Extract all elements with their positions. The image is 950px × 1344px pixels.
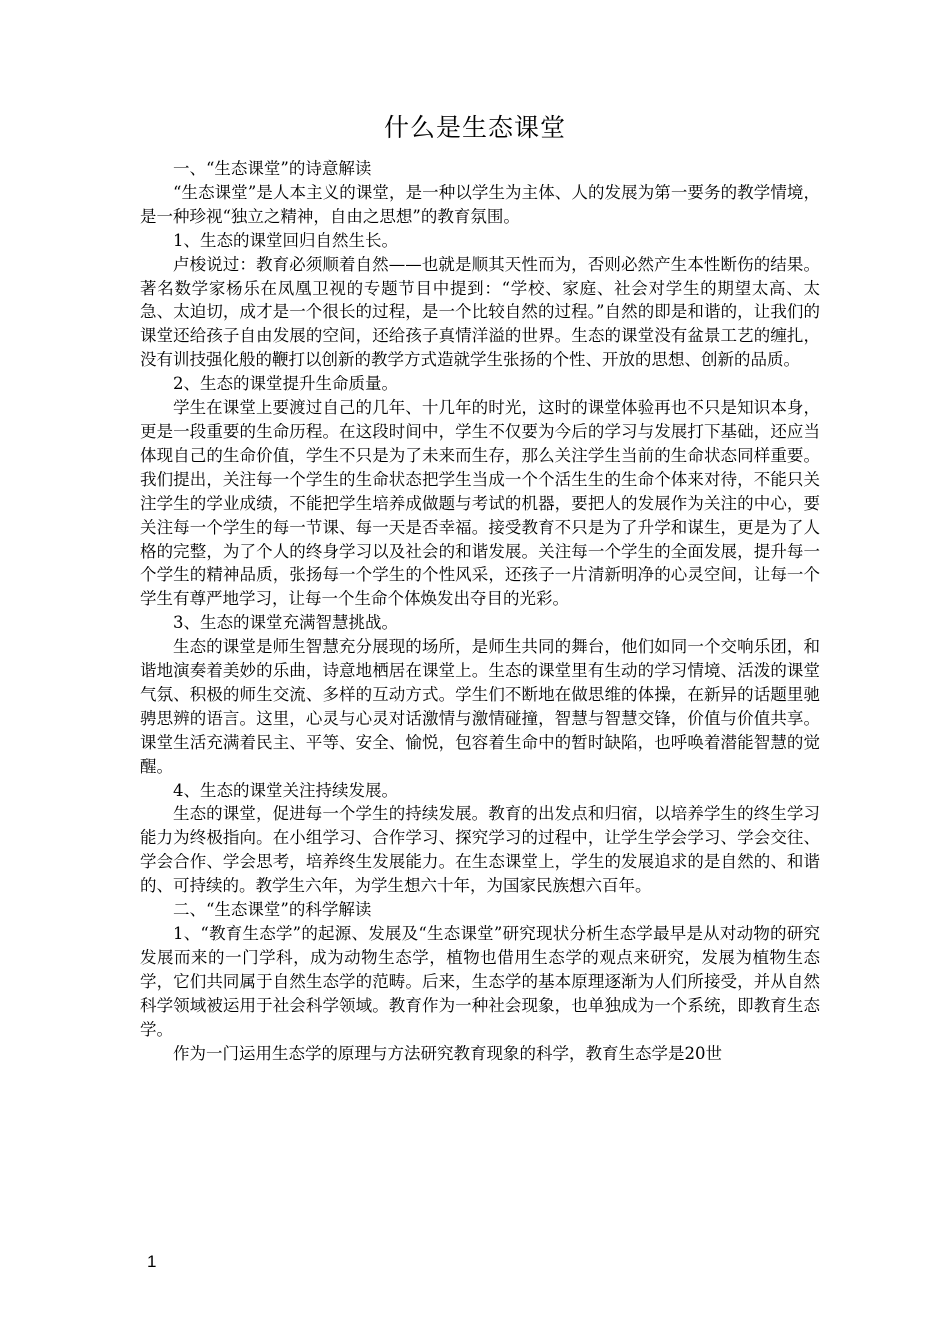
body-paragraph: 卢梭说过：教育必须顺着自然——也就是顺其天性而为，否则必然产生本性断伤的结果。著名数学家杨乐在凤凰卫视的专题节目中提到：“学校、家庭、社会对学生的期望太高、太急、太迫切，成才是一个很长的过程，是一个比较自然的过程。”自然的即是和谐的，让我们的课堂还给孩子自由发展的空间，还给孩子真情洋溢的世界。生态的课堂没有盆景工艺的缠扎，没有训技强化般的鞭打以创新的教学方式造就学生张扬的个性、开放的思想、创新的品质。 xyxy=(140,254,820,370)
document-title: 什么是生态课堂 xyxy=(383,113,566,142)
page-number: 1 xyxy=(147,1252,157,1271)
subsection-heading: 2、生态的课堂提升生命质量。 xyxy=(173,374,398,394)
subsection-heading: 3、生态的课堂充满智慧挑战。 xyxy=(173,613,398,633)
document-body xyxy=(140,157,820,1065)
body-paragraph: 作为一门运用生态学的原理与方法研究教育现象的科学，教育生态学是20世 xyxy=(173,1043,722,1063)
body-paragraph: 生态的课堂是师生智慧充分展现的场所，是师生共同的舞台，他们如同一个交响乐团，和谐地演奏着美妙的乐曲，诗意地栖居在课堂上。生态的课堂里有生动的学习情境、活泼的课堂气氛、积极的师生交流、多样的互动方式。学生们不断地在做思维的体操，在新异的话题里驰骋思辨的语言。这里，心灵与心灵对话激情与激情碰撞，智慧与智慧交锋，价值与价值共享。课堂生活充满着民主、平等、安全、愉悦，包容着生命中的暂时缺陷，也呼唤着潜能智慧的觉醒。 xyxy=(140,637,820,776)
section-heading-2: 二、“生态课堂”的科学解读 xyxy=(173,900,372,920)
section-heading-1: 一、“生态课堂”的诗意解读 xyxy=(173,159,372,178)
subsection-heading: 1、生态的课堂回归自然生长。 xyxy=(173,230,398,250)
body-paragraph: 1、“教育生态学”的起源、发展及“生态课堂”研究现状分析生态学最早是从对动物的研究发展而来的一门学科，成为动物生态学，植物也借用生态学的观点来研究，发展为植物生态学，它们共同属于自然生态学的范畴。后来，生态学的基本原理逐渐为人们所接受，并从自然科学领域被运用于社会科学领域。教育作为一种社会现象，也单独成为一个系统，即教育生态学。 xyxy=(140,924,820,1039)
subsection-heading: 4、生态的课堂关注持续发展。 xyxy=(173,780,398,800)
body-paragraph: “生态课堂”是人本主义的课堂，是一种以学生为主体、人的发展为第一要务的教学情境，是一种珍视“独立之精神，自由之思想”的教育氛围。 xyxy=(140,182,820,226)
body-paragraph: 生态的课堂，促进每一个学生的持续发展。教育的出发点和归宿，以培养学生的终生学习能力为终极指向。在小组学习、合作学习、探究学习的过程中，让学生学会学习、学会交往、学会合作、学会思考，培养终生发展能力。在生态课堂上，学生的发展追求的是自然的、和谐的、可持续的。教学生六年，为学生想六十年，为国家民族想六百年。 xyxy=(140,804,820,896)
body-paragraph: 学生在课堂上要渡过自己的几年、十几年的时光，这时的课堂体验再也不只是知识本身，更是一段重要的生命历程。在这段时间中，学生不仅要为今后的学习与发展打下基础，还应当体现自己的生命价值，学生不只是为了未来而生存，那么关注学生当前的生命状态同样重要。我们提出，关注每一个学生的生命状态把学生当成一个个活生生的生命个体来对待，不能只关注学生的学业成绩，不能把学生培养成做题与考试的机器，要把人的发展作为关注的中心，要关注每一个学生的每一节课、每一天是否幸福。接受教育不只是为了升学和谋生，更是为了人格的完整，为了个人的终身学习以及社会的和谐发展。关注每一个学生的全面发展，提升每一个学生的精神品质，张扬每一个学生的个性风采，还孩子一片清新明净的心灵空间，让每一个学生有尊严地学习，让每一个生命个体焕发出夺目的光彩。 xyxy=(140,398,820,609)
